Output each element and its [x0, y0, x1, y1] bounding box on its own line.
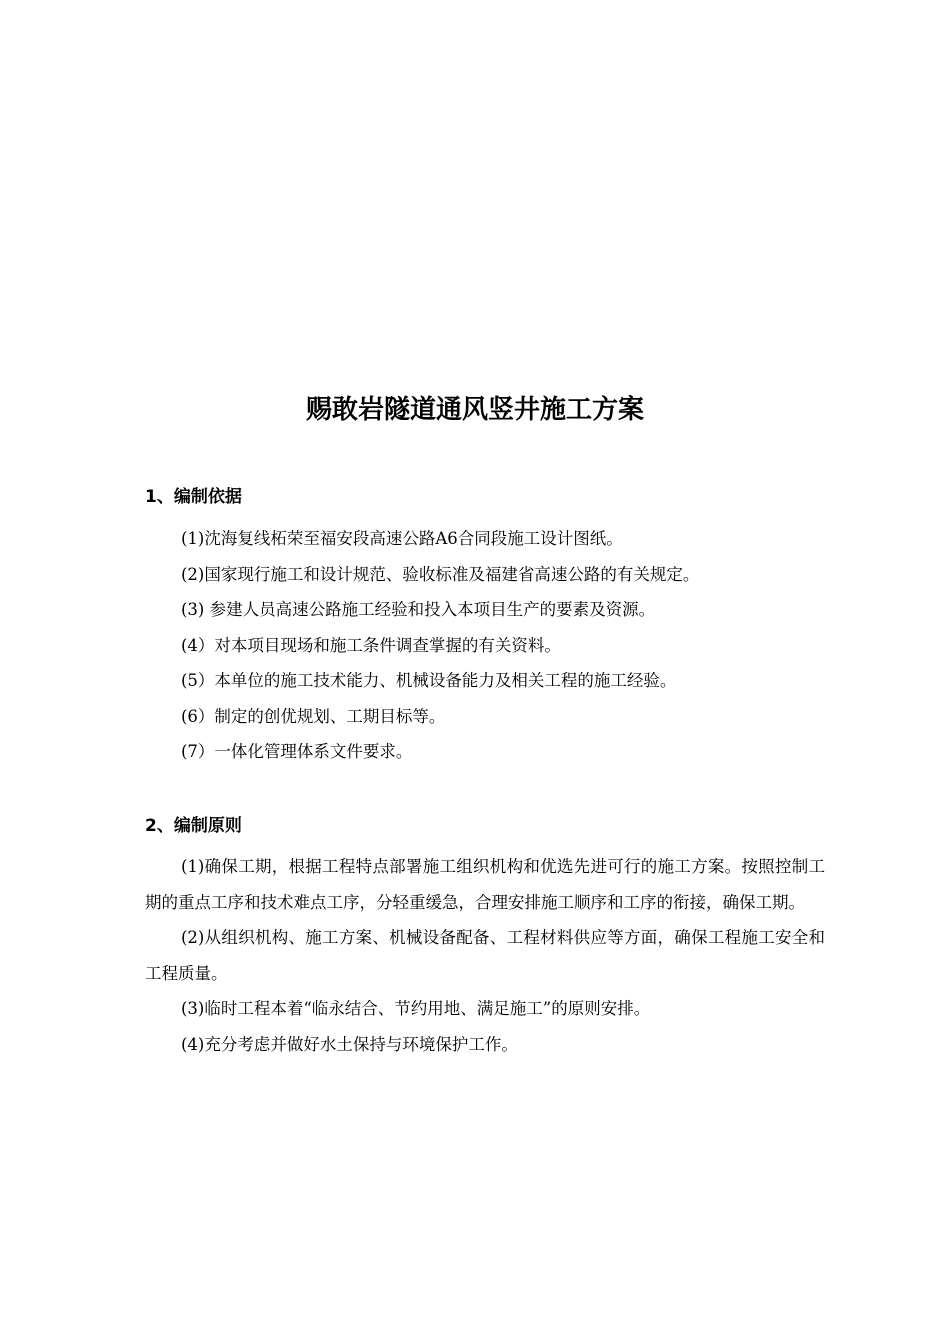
list-item: (2)国家现行施工和设计规范、验收标准及福建省高速公路的有关规定。: [181, 564, 700, 584]
list-item: (6）制定的创优规划、工期目标等。: [181, 706, 446, 726]
section-heading-principles: 2、编制原则: [145, 816, 242, 836]
list-item: (1)沈海复线柘荣至福安段高速公路A6合同段施工设计图纸。: [181, 529, 623, 548]
basis-list: [145, 521, 825, 770]
list-item: (3)临时工程本着“临永结合、节约用地、满足施工”的原则安排。: [181, 999, 651, 1018]
list-item: (4)充分考虑并做好水土保持与环境保护工作。: [181, 1034, 518, 1054]
principles-list: [145, 849, 825, 1062]
list-item: (5）本单位的施工技术能力、机械设备能力及相关工程的施工经验。: [181, 671, 677, 690]
document-title: 赐敢岩隧道通风竖井施工方案: [305, 395, 644, 425]
list-item: (4）对本项目现场和施工条件调查掌握的有关资料。: [181, 635, 561, 655]
list-item: (7）一体化管理体系文件要求。: [181, 742, 413, 761]
section-heading-basis: 1、编制依据: [145, 487, 242, 507]
list-item: (2)从组织机构、施工方案、机械设备配备、工程材料供应等方面，确保工程施工安全和工程质量。: [145, 928, 825, 983]
list-item: (3) 参建人员高速公路施工经验和投入本项目生产的要素及资源。: [181, 600, 656, 619]
list-item: (1)确保工期，根据工程特点部署施工组织机构和优选先进可行的施工方案。按照控制工期的重点工序和技术难点工序，分轻重缓急，合理安排施工顺序和工序的衔接，确保工期。: [145, 857, 825, 912]
